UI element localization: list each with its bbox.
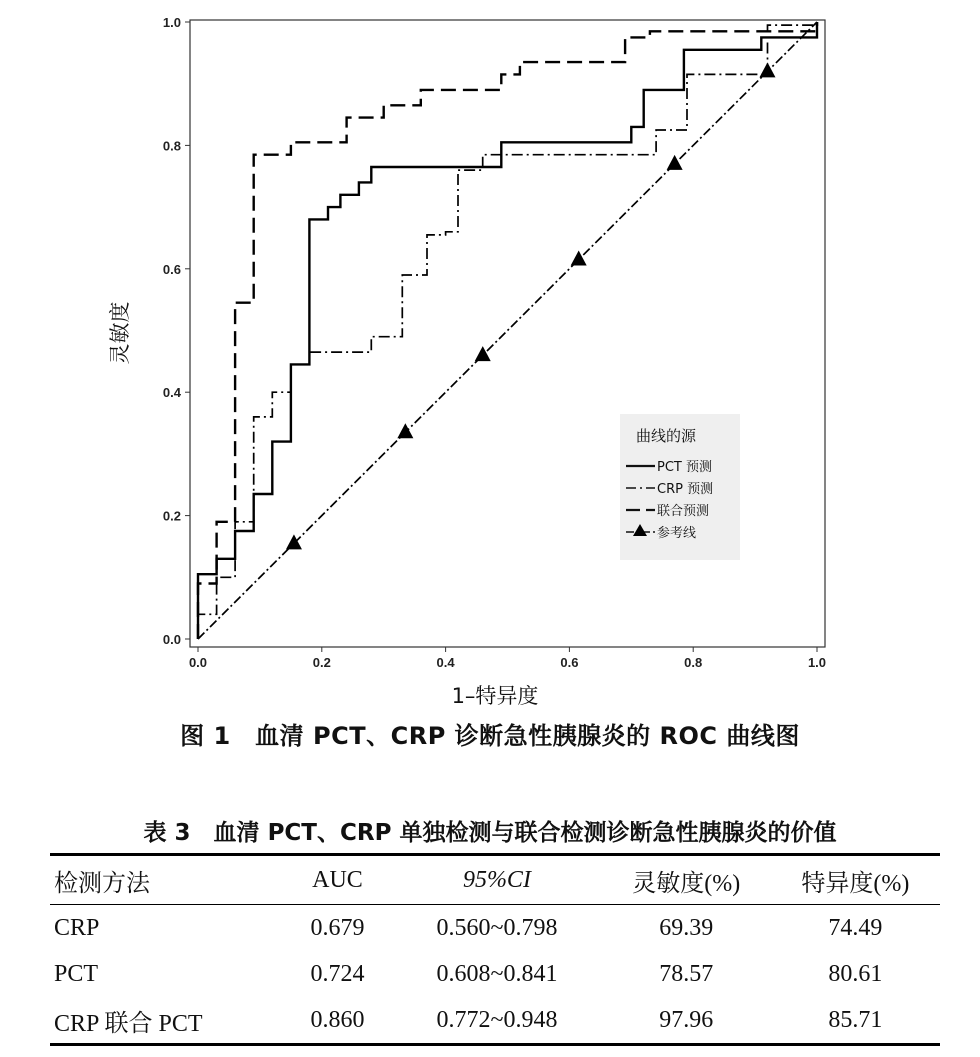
x-axis-title: 1–特异度 <box>451 684 539 708</box>
table-caption: 表 3 血清 PCT、CRP 单独检测与联合检测诊断急性胰腺炎的价值 <box>143 820 837 846</box>
cell-method: PCT <box>54 960 99 987</box>
table-row <box>50 997 940 1045</box>
header-method: 检测方法 <box>54 870 150 897</box>
legend-label-reference: 参考线 <box>657 526 697 541</box>
cell-method: CRP <box>54 914 100 941</box>
y-axis-title: 灵敏度 <box>108 301 132 365</box>
x-tick-label: 0.0 <box>188 655 208 670</box>
header-sensitivity: 灵敏度(%) <box>632 870 741 897</box>
x-tick-label: 0.8 <box>684 655 703 670</box>
cell-specificity: 80.61 <box>828 960 883 987</box>
x-tick-label: 0.6 <box>560 655 579 670</box>
x-tick-label: 1.0 <box>807 655 827 670</box>
table-row <box>50 951 940 997</box>
x-tick-label: 0.4 <box>436 655 455 670</box>
y-tick-label: 0.0 <box>162 632 181 647</box>
header-specificity: 特异度(%) <box>801 870 910 897</box>
cell-ci: 0.772~0.948 <box>436 1006 558 1033</box>
x-tick-label: 0.2 <box>312 655 331 670</box>
legend-label-pct: PCT 预测 <box>657 460 712 475</box>
y-tick-label: 0.6 <box>162 261 181 277</box>
table-header-row <box>50 855 940 905</box>
cell-sensitivity: 97.96 <box>659 1006 714 1033</box>
table-row <box>50 905 940 952</box>
y-tick-label: 0.4 <box>162 385 181 401</box>
legend-label-crp: CRP 预测 <box>657 482 714 497</box>
legend-label-combined: 联合预测 <box>657 504 710 519</box>
cell-sensitivity: 78.57 <box>659 960 714 987</box>
y-tick-label: 0.2 <box>162 508 181 524</box>
cell-auc: 0.679 <box>310 914 365 941</box>
cell-sensitivity: 69.39 <box>659 914 714 941</box>
header-ci: 95%CI <box>462 866 531 893</box>
cell-auc: 0.724 <box>310 960 365 987</box>
cell-specificity: 85.71 <box>828 1006 883 1033</box>
legend <box>620 414 740 560</box>
cell-specificity: 74.49 <box>828 914 883 941</box>
cell-auc: 0.860 <box>310 1006 365 1033</box>
figure-caption: 图 1 血清 PCT、CRP 诊断急性胰腺炎的 ROC 曲线图 <box>180 722 800 750</box>
y-tick-label: 0.8 <box>162 138 181 154</box>
header-auc: AUC <box>312 866 363 893</box>
results-table <box>50 853 940 1046</box>
legend-title: 曲线的源 <box>636 427 697 445</box>
cell-ci: 0.560~0.798 <box>436 914 558 941</box>
y-tick-label: 1.0 <box>162 15 181 30</box>
cell-method: CRP 联合 PCT <box>54 1010 203 1037</box>
cell-ci: 0.608~0.841 <box>436 960 558 987</box>
